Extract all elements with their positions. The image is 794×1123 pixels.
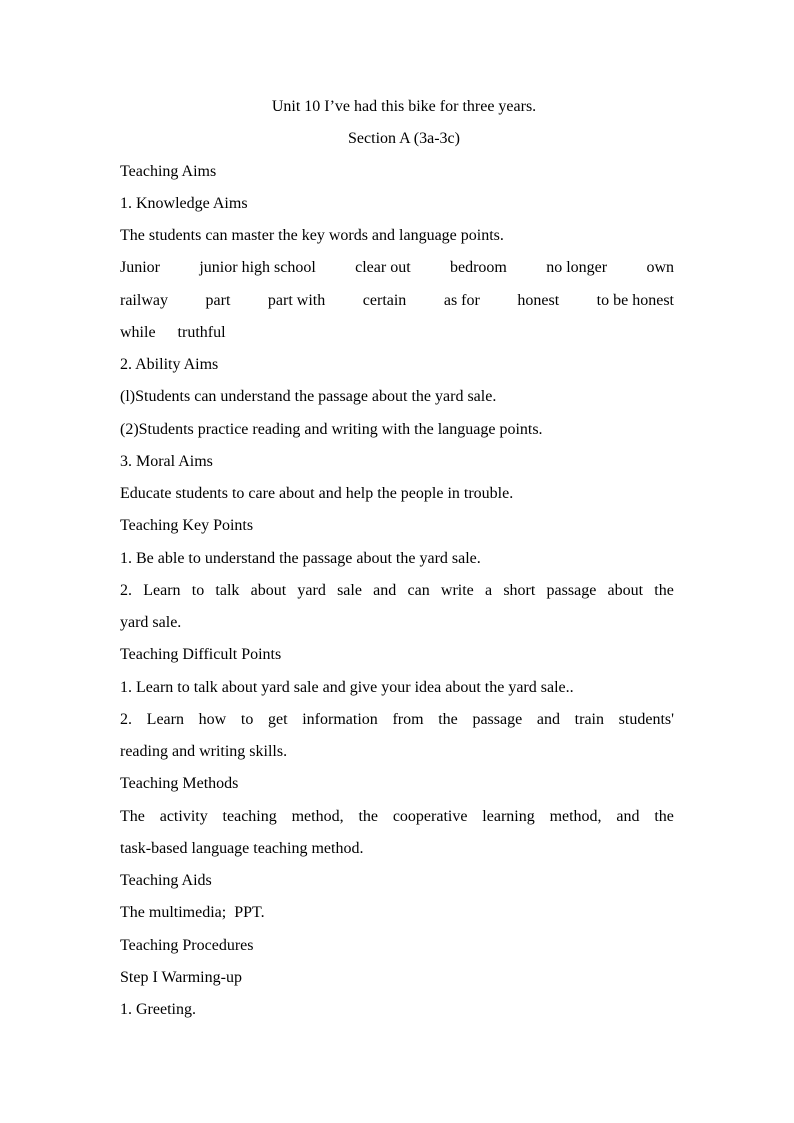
word: method,	[549, 807, 602, 825]
word: passage	[546, 581, 597, 599]
difficult-point-2-line-1	[120, 709, 674, 741]
vocab-word: part	[205, 291, 231, 309]
word: yard	[297, 581, 326, 599]
knowledge-aims-text: The students can master the key words and language points.	[120, 227, 504, 244]
word: passage	[472, 710, 523, 728]
word: the	[358, 807, 378, 825]
word: Learn	[146, 710, 184, 728]
vocab-word: honest	[517, 291, 560, 309]
word: a	[485, 581, 493, 599]
word: and	[373, 581, 397, 599]
methods-line-1	[120, 806, 674, 838]
step-1-heading: Step I Warming-up	[120, 968, 242, 986]
document-body	[120, 96, 674, 1031]
word: how	[198, 710, 227, 728]
knowledge-aims-heading: 1. Knowledge Aims	[120, 194, 248, 212]
methods-heading: Teaching Methods	[120, 775, 239, 793]
difficult-points-heading: Teaching Difficult Points	[120, 646, 282, 664]
word: sale	[337, 581, 362, 599]
word: students'	[618, 710, 674, 728]
word: write	[440, 581, 474, 599]
difficult-point-1: 1. Learn to talk about yard sale and give your idea about the yard sale..	[120, 678, 574, 696]
word: information	[302, 710, 378, 728]
moral-aims-text: Educate students to care about and help the people in trouble.	[120, 485, 514, 502]
word: about	[607, 581, 644, 599]
word: to	[240, 710, 254, 728]
vocab-row-1	[120, 257, 674, 289]
word: train	[574, 710, 604, 728]
word: about	[250, 581, 287, 599]
word: and	[616, 807, 640, 825]
key-points-heading: Teaching Key Points	[120, 517, 254, 535]
vocab-word: no longer	[546, 259, 608, 277]
key-point-2-line-2: yard sale.	[120, 614, 182, 631]
aids-text: The multimedia; PPT.	[120, 904, 265, 922]
vocab-word: clear out	[355, 259, 411, 277]
word: from	[392, 710, 424, 728]
difficult-point-2-line-2: reading and writing skills.	[120, 743, 288, 760]
vocab-word: railway	[120, 291, 168, 309]
ability-aims-heading: 2. Ability Aims	[120, 356, 219, 373]
aids-heading: Teaching Aids	[120, 872, 212, 889]
teaching-aims-heading: Teaching Aims	[120, 162, 217, 180]
vocab-word: junior high school	[199, 259, 316, 277]
word: to	[191, 581, 205, 599]
word: method,	[291, 807, 344, 825]
word: cooperative	[392, 807, 468, 825]
key-point-1: 1. Be able to understand the passage about the yard sale.	[120, 549, 481, 567]
ability-aims-item-2: (2)Students practice reading and writing with the language points.	[120, 420, 543, 438]
word: get	[268, 710, 288, 728]
word: the	[654, 581, 674, 599]
vocab-word: to be honest	[596, 291, 674, 309]
word: 2.	[120, 581, 132, 599]
vocab-word: while	[120, 323, 156, 341]
moral-aims-heading: 3. Moral Aims	[120, 452, 213, 470]
step-1-item-1: 1. Greeting.	[120, 1001, 196, 1018]
word: can	[407, 581, 430, 599]
word: learning	[482, 807, 535, 825]
section-subtitle: Section A (3a-3c)	[348, 130, 460, 148]
vocab-word: Junior	[120, 259, 160, 277]
word: 2.	[120, 710, 132, 728]
vocab-word: as for	[443, 291, 480, 309]
key-point-2-line-1	[120, 580, 674, 612]
document-title: Unit 10 I’ve had this bike for three years.	[271, 98, 537, 115]
word: teaching	[222, 807, 277, 825]
vocab-word: certain	[362, 291, 407, 309]
vocab-row-2	[120, 290, 674, 322]
vocab-word: bedroom	[450, 259, 507, 277]
word: The	[120, 807, 145, 825]
word: activity	[159, 807, 208, 825]
word: and	[536, 710, 560, 728]
word: talk	[215, 581, 240, 599]
procedures-heading: Teaching Procedures	[120, 936, 254, 954]
vocab-word: own	[646, 259, 674, 277]
word: the	[654, 807, 674, 825]
vocab-row-3	[120, 322, 674, 354]
vocab-word: truthful	[177, 323, 226, 341]
methods-line-2: task-based language teaching method.	[120, 839, 364, 857]
word: the	[438, 710, 458, 728]
word: short	[503, 581, 536, 599]
vocab-word: part with	[267, 291, 326, 309]
word: Learn	[143, 581, 181, 599]
ability-aims-item-1: (l)Students can understand the passage about the yard sale.	[120, 388, 497, 406]
